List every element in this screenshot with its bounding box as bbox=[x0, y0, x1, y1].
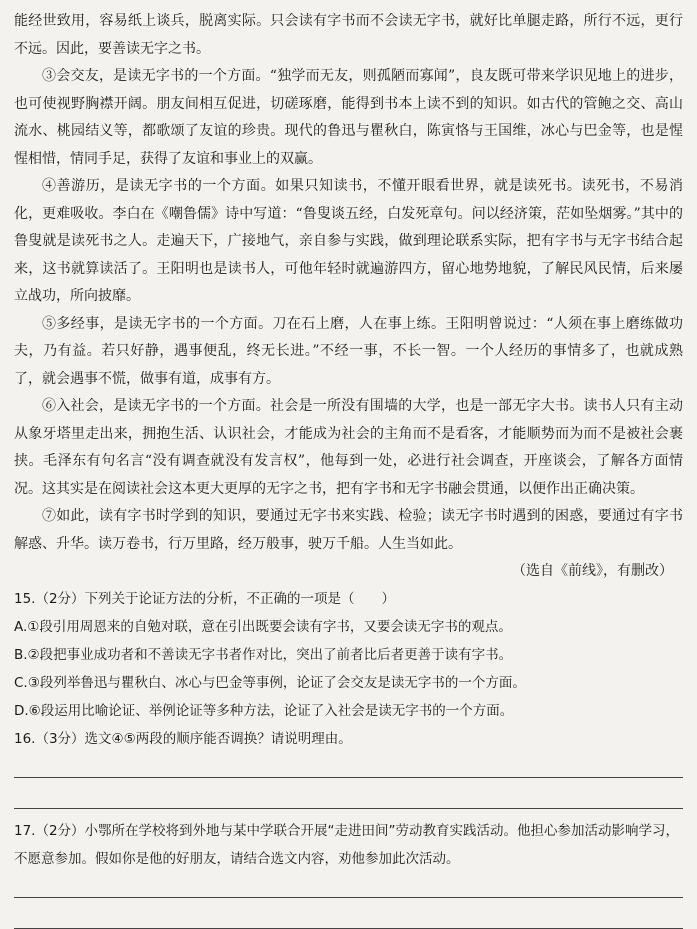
question-17: 17.（2分）小鄂所在学校将到外地与某中学联合开展“走进田间”劳动教育实践活动。他担心参加活动影响学习，不愿意参加。假如你是他的好朋友，请结合选文内容，劝他参加此次活动。 bbox=[14, 823, 680, 867]
passage-source: （选自《前线》，有删改） bbox=[512, 563, 673, 579]
question-16: 16.（3分）选文④⑤两段的顺序能否调换？请说明理由。 bbox=[14, 731, 352, 747]
passage-paragraph-continued: 能经世致用，容易纸上谈兵，脱离实际。只会读有字书而不会读无字书，就好比单腿走路，所行不远，更行不远。因此，要善读无字之书。 bbox=[14, 13, 683, 57]
question-15-option-c[interactable]: C.③段列举鲁迅与瞿秋白、冰心与巴金等事例，论证了会交友是读无字书的一个方面。 bbox=[14, 675, 526, 691]
passage-paragraph-7: ⑦如此，读有字书时学到的知识，要通过无字书来实践、检验；读无字书时遇到的困惑，要通过有字书解惑、升华。读万卷书，行万里路，经万般事，驶万千船。人生当如此。 bbox=[14, 508, 683, 552]
question-15-option-d[interactable]: D.⑥段运用比喻论证、举例论证等多种方法，论证了入社会是读无字书的一个方面。 bbox=[14, 703, 514, 719]
passage-paragraph-4: ④善游历，是读无字书的一个方面。如果只知读书，不懂开眼看世界，就是读死书。读死书，不易消化，更难吸收。李白在《嘲鲁儒》诗中写道：“鲁叟谈五经，白发死章句。问以经济策，茫如坠烟雾。”其中的鲁叟就是读死书之人。走遍天下，广接地气，亲自参与实践，做到理论联系实际，把有字书与无字书结合起来，这书就算读活了。王阳明也是读书人，可他年轻时就遍游四方，留心地势地貌，了解民风民情，后来屡立战功，所向披靡。 bbox=[14, 178, 683, 304]
passage-paragraph-5: ⑤多经事，是读无字书的一个方面。刀在石上磨，人在事上练。王阳明曾说过：“人须在事上磨练做功夫，乃有益。若只好静，遇事便乱，终无长进。”不经一事，不长一智。一个人经历的事情多了，也就成熟了，就会遇事不慌，做事有道，成事有方。 bbox=[14, 315, 683, 387]
question-15-option-b[interactable]: B.②段把事业成功者和不善读无字书者作对比，突出了前者比后者更善于读有字书。 bbox=[14, 647, 513, 663]
passage-paragraph-3: ③会交友，是读无字书的一个方面。“独学而无友，则孤陋而寡闻”，良友既可带来学识见地上的进步，也可使视野胸襟开阔。朋友间相互促进，切磋琢磨，能得到书本上读不到的知识。如古代的管鲍之交、高山流水、桃园结义等，都歌颂了友谊的珍贵。现代的鲁迅与瞿秋白，陈寅恪与王国维，冰心与巴金等，也是惺惺相惜，情同手足，获得了友谊和事业上的双赢。 bbox=[14, 68, 683, 167]
passage-paragraph-6: ⑥入社会，是读无字书的一个方面。社会是一所没有围墙的大学，也是一部无字大书。读书人只有主动从象牙塔里走出来，拥抱生活、认识社会，才能成为社会的主角而不是看客，才能顺势而为而不是被社会裹挟。毛泽东有句名言“没有调查就没有发言权”，他每到一处，必进行社会调查，开座谈会，了解各方面情况。这其实是在阅读社会这本更大更厚的无字之书，把有字书和无字书融会贯通，以便作出正确决策。 bbox=[14, 398, 683, 497]
question-15: 15.（2分）下列关于论证方法的分析，不正确的一项是（ ） bbox=[14, 591, 396, 607]
question-15-option-a[interactable]: A.①段引用周恩来的自勉对联，意在引出既要会读有字书，又要会读无字书的观点。 bbox=[14, 619, 512, 635]
